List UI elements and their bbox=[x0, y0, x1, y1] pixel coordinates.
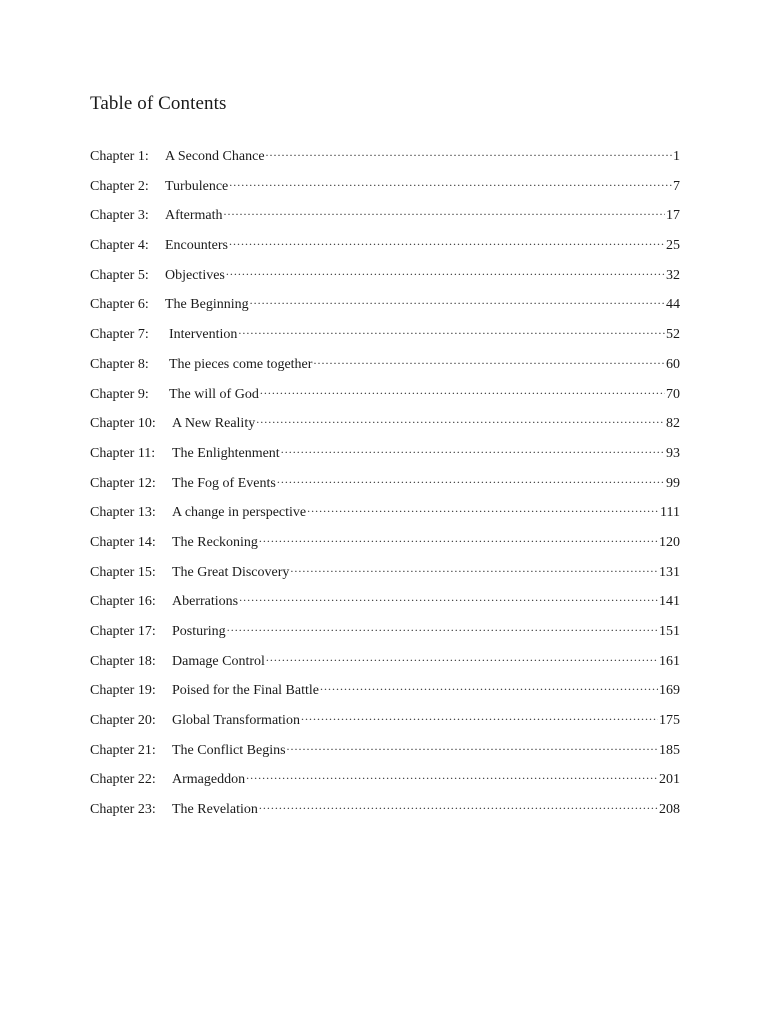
toc-chapter-number: Chapter 2: bbox=[90, 178, 149, 194]
toc-chapter-title: Damage Control bbox=[172, 653, 265, 669]
toc-entry bbox=[90, 621, 680, 651]
toc-page-number: 208 bbox=[659, 802, 680, 818]
toc-chapter-title: Global Transformation bbox=[172, 713, 300, 729]
toc-page-number: 201 bbox=[659, 772, 680, 788]
dot-leader bbox=[227, 621, 658, 635]
toc-page-number: 44 bbox=[666, 297, 680, 313]
dot-leader bbox=[301, 710, 658, 724]
toc-page-number: 52 bbox=[666, 327, 680, 343]
toc-entry bbox=[90, 502, 680, 532]
toc-page-number: 120 bbox=[659, 534, 680, 550]
toc-chapter-title: The Revelation bbox=[172, 802, 258, 818]
toc-entry bbox=[90, 294, 680, 324]
dot-leader bbox=[239, 591, 658, 605]
toc-chapter-title: A New Reality bbox=[172, 416, 256, 432]
toc-chapter-title: Intervention bbox=[169, 327, 238, 343]
page-title: Table of Contents bbox=[90, 93, 227, 114]
dot-leader bbox=[307, 502, 659, 516]
toc-chapter-title: A Second Chance bbox=[165, 149, 265, 164]
toc-page-number: 60 bbox=[666, 356, 680, 372]
toc-entry bbox=[90, 740, 680, 770]
toc-chapter-number: Chapter 9: bbox=[90, 386, 149, 402]
toc-page-number: 99 bbox=[666, 475, 680, 491]
toc-chapter-title: Encounters bbox=[165, 238, 228, 254]
toc-entry bbox=[90, 799, 680, 829]
toc-page-number: 131 bbox=[659, 564, 680, 580]
toc-chapter-number: Chapter 23: bbox=[90, 802, 156, 818]
toc-chapter-number: Chapter 14: bbox=[90, 534, 156, 550]
toc-chapter-number: Chapter 11: bbox=[90, 445, 156, 461]
toc-chapter-number: Chapter 1: bbox=[90, 149, 149, 164]
toc-chapter-title: Turbulence bbox=[165, 178, 229, 194]
toc-page-number: 32 bbox=[666, 267, 680, 283]
toc-page-number: 111 bbox=[660, 505, 680, 521]
dot-leader bbox=[320, 680, 658, 694]
dot-leader bbox=[313, 354, 665, 368]
toc-chapter-title: Poised for the Final Battle bbox=[172, 683, 319, 699]
dot-leader bbox=[246, 769, 658, 783]
toc-chapter-number: Chapter 5: bbox=[90, 267, 149, 283]
toc-page-number: 82 bbox=[666, 416, 680, 432]
toc-chapter-number: Chapter 7: bbox=[90, 327, 149, 343]
toc-entry bbox=[90, 562, 680, 592]
toc-page-number: 151 bbox=[659, 624, 680, 639]
dot-leader bbox=[277, 473, 665, 487]
toc-page-number: 7 bbox=[673, 178, 680, 194]
dot-leader bbox=[287, 740, 658, 754]
toc-entry bbox=[90, 146, 680, 176]
toc-entry bbox=[90, 532, 680, 562]
toc-chapter-number: Chapter 22: bbox=[90, 772, 156, 788]
toc-chapter-title: Aberrations bbox=[172, 594, 239, 610]
toc-chapter-number: Chapter 15: bbox=[90, 564, 156, 580]
toc-chapter-title: The pieces come together bbox=[169, 356, 313, 372]
toc-chapter-number: Chapter 18: bbox=[90, 653, 156, 669]
toc-chapter-title: The Reckoning bbox=[172, 534, 258, 550]
toc-entry bbox=[90, 176, 680, 206]
toc-chapter-number: Chapter 3: bbox=[90, 208, 149, 224]
toc-chapter-title: The Great Discovery bbox=[172, 564, 290, 580]
toc-chapter-title: Posturing bbox=[172, 624, 226, 639]
toc-page-number: 169 bbox=[659, 683, 680, 699]
dot-leader bbox=[260, 384, 665, 398]
toc-entry bbox=[90, 205, 680, 235]
toc-chapter-number: Chapter 8: bbox=[90, 356, 149, 372]
toc-chapter-title: A change in perspective bbox=[172, 505, 307, 521]
dot-leader bbox=[229, 235, 665, 249]
toc-chapter-number: Chapter 17: bbox=[90, 624, 156, 639]
toc-page-number: 93 bbox=[666, 445, 680, 461]
toc-chapter-title: The Beginning bbox=[165, 297, 249, 313]
toc-page-number: 25 bbox=[666, 238, 680, 254]
toc-chapter-number: Chapter 13: bbox=[90, 505, 156, 521]
toc-page-number: 1 bbox=[673, 149, 680, 164]
toc-chapter-title: The Fog of Events bbox=[172, 475, 276, 491]
toc-chapter-title: The Enlightenment bbox=[172, 445, 280, 461]
toc-entry bbox=[90, 769, 680, 799]
dot-leader bbox=[256, 413, 665, 427]
dot-leader bbox=[250, 294, 665, 308]
toc-chapter-number: Chapter 20: bbox=[90, 713, 156, 729]
toc-chapter-title: The will of God bbox=[169, 386, 259, 402]
toc-chapter-number: Chapter 19: bbox=[90, 683, 156, 699]
toc-entry bbox=[90, 354, 680, 384]
toc-chapter-number: Chapter 6: bbox=[90, 297, 149, 313]
toc-chapter-title: Armageddon bbox=[172, 772, 246, 788]
toc-entry bbox=[90, 473, 680, 503]
toc-chapter-title: Objectives bbox=[165, 267, 225, 283]
toc-page-number: 17 bbox=[666, 208, 680, 224]
toc-page-number: 185 bbox=[659, 742, 680, 758]
toc-entry bbox=[90, 265, 680, 295]
toc-entry bbox=[90, 235, 680, 265]
toc-chapter-number: Chapter 16: bbox=[90, 594, 156, 610]
dot-leader bbox=[224, 205, 665, 219]
dot-leader bbox=[266, 651, 658, 665]
dot-leader bbox=[229, 176, 672, 190]
toc-chapter-number: Chapter 21: bbox=[90, 742, 156, 758]
dot-leader bbox=[259, 799, 658, 813]
toc-chapter-title: Aftermath bbox=[165, 208, 223, 224]
dot-leader bbox=[266, 146, 672, 160]
toc-chapter-number: Chapter 12: bbox=[90, 475, 156, 491]
toc-chapter-title: The Conflict Begins bbox=[172, 742, 286, 758]
dot-leader bbox=[259, 532, 658, 546]
toc-entry bbox=[90, 443, 680, 473]
toc-list bbox=[90, 146, 680, 829]
dot-leader bbox=[226, 265, 665, 279]
toc-page-number: 141 bbox=[659, 594, 680, 610]
toc-entry bbox=[90, 651, 680, 681]
toc-entry bbox=[90, 384, 680, 414]
toc-chapter-number: Chapter 10: bbox=[90, 416, 156, 432]
toc-entry bbox=[90, 324, 680, 354]
dot-leader bbox=[290, 562, 658, 576]
toc-page-number: 70 bbox=[666, 386, 680, 402]
dot-leader bbox=[281, 443, 665, 457]
toc-entry bbox=[90, 680, 680, 710]
toc-entry bbox=[90, 710, 680, 740]
dot-leader bbox=[238, 324, 665, 338]
toc-entry bbox=[90, 591, 680, 621]
toc-page-number: 161 bbox=[659, 653, 680, 669]
toc-page-number: 175 bbox=[659, 713, 680, 729]
toc-chapter-number: Chapter 4: bbox=[90, 238, 149, 254]
toc-entry bbox=[90, 413, 680, 443]
